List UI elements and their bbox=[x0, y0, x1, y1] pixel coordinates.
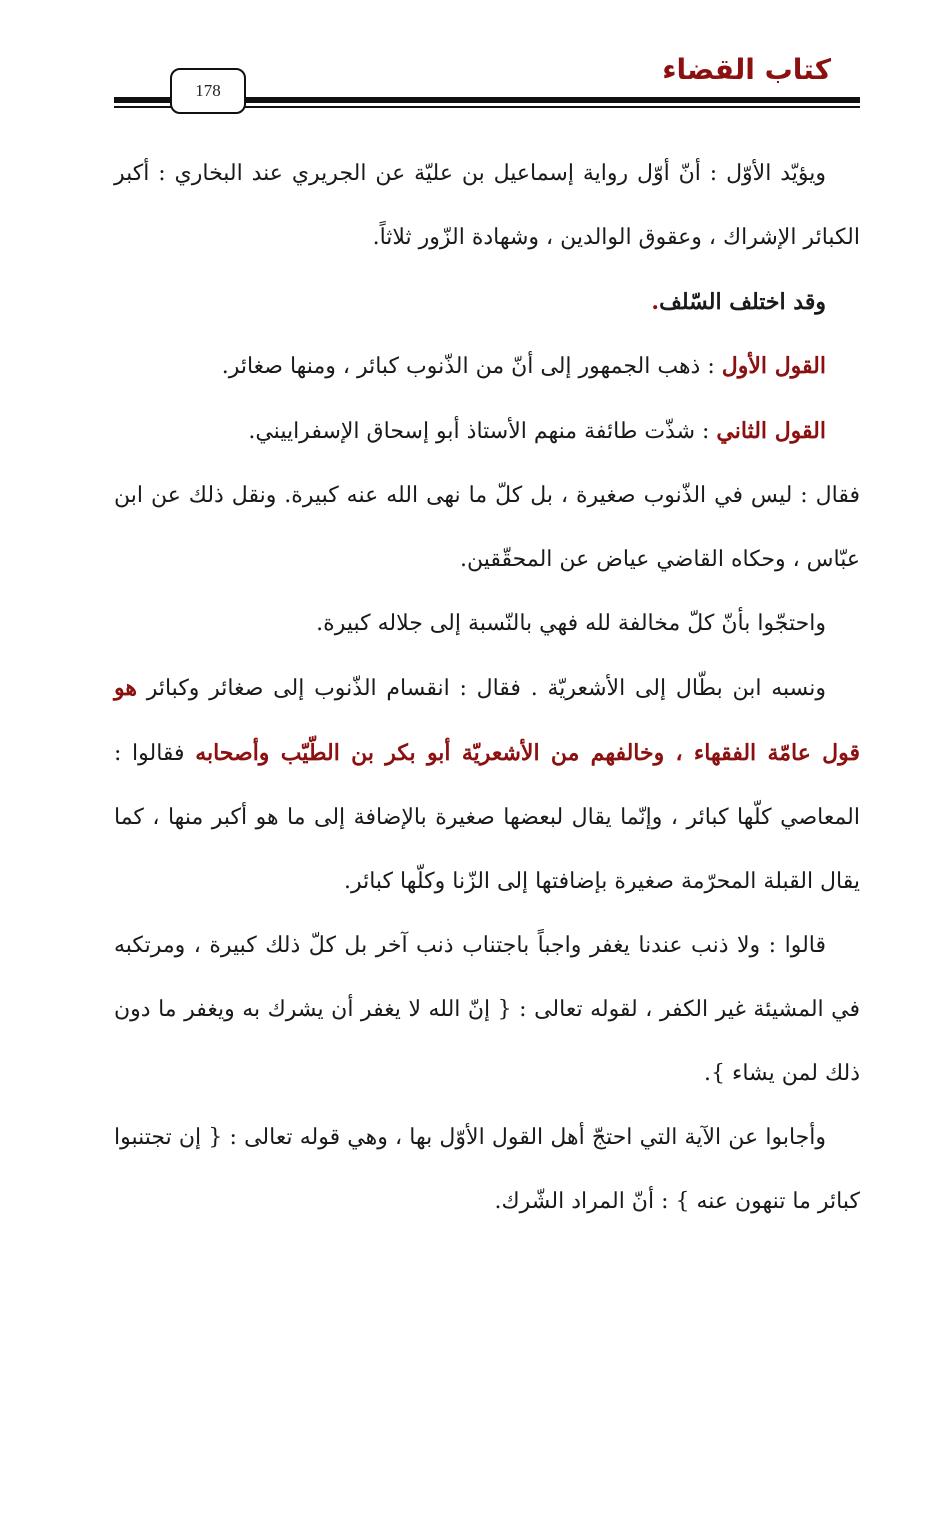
page-number-box bbox=[170, 68, 246, 114]
paragraph bbox=[114, 464, 860, 592]
opinion-label: القول الثاني bbox=[716, 418, 826, 444]
opinion-label: القول الأول bbox=[721, 353, 826, 379]
paragraph bbox=[114, 334, 860, 399]
paragraph-text: قالوا : ولا ذنب عندنا يغفر واجباً باجتناب ذنب آخر بل كلّ ذلك كبيرة ، ومرتكبه في المشيئة غير الكفر ، لقوله تعالى : { إنّ الله لا يغفر أن يشرك به ويغفر ما دون ذلك لمن يشاء }. bbox=[114, 933, 860, 1086]
paragraph bbox=[114, 592, 860, 656]
book-title: كتاب القضاء bbox=[662, 53, 831, 86]
paragraph bbox=[114, 1106, 860, 1234]
paragraph bbox=[114, 142, 860, 270]
paragraph-text: : ذهب الجمهور إلى أنّ من الذّنوب كبائر ، ومنها صغائر. bbox=[221, 354, 722, 379]
paragraph-text: فقالوا : المعاصي كلّها كبائر ، وإنّما يقال لبعضها صغيرة بالإضافة إلى ما هو أكبر منها ، كما يقال القبلة المحرّمة صغيرة بإضافتها إلى الزّنا وكلّها كبائر. bbox=[114, 741, 860, 894]
page-number: 178 bbox=[195, 81, 221, 100]
highlighted-text: هو قول عامّة الفقهاء ، وخالفهم من الأشعريّة أبو بكر بن الطّيّب وأصحابه bbox=[114, 675, 860, 766]
paragraph-text: وأجابوا عن الآية التي احتجّ أهل القول الأوّل بها ، وهي قوله تعالى : { إن تجتنبوا كبائر ما تنهون عنه } : أنّ المراد الشّرك. bbox=[114, 1125, 860, 1214]
paragraph bbox=[114, 399, 860, 464]
paragraph-text: : شذّت طائفة منهم الأستاذ أبو إسحاق الإسفراييني. bbox=[248, 419, 717, 444]
paragraph-text: واحتجّوا بأنّ كلّ مخالفة لله فهي بالنّسبة إلى جلاله كبيرة. bbox=[316, 611, 826, 636]
heading-text: وقد اختلف السّلف bbox=[659, 289, 826, 315]
heading-period: . bbox=[651, 289, 660, 315]
paragraph-text: ونسبه ابن بطّال إلى الأشعريّة . فقال : انقسام الذّنوب إلى صغائر وكبائر bbox=[136, 676, 826, 701]
paragraph-text: فقال : ليس في الذّنوب صغيرة ، بل كلّ ما نهى الله عنه كبيرة. ونقل ذلك عن ابن عبّاس ، وحكاه القاضي عياض عن المحقّقين. bbox=[114, 483, 860, 572]
page-body bbox=[114, 142, 860, 1234]
paragraph-text: ويؤيّد الأوّل : أنّ أوّل رواية إسماعيل بن عليّة عن الجريري عند البخاري : أكبر الكبائر الإشراك ، وعقوق الوالدين ، وشهادة الزّور ثلاثاً. bbox=[114, 161, 860, 250]
paragraph bbox=[114, 656, 860, 914]
paragraph bbox=[114, 914, 860, 1106]
section-heading bbox=[114, 270, 860, 334]
